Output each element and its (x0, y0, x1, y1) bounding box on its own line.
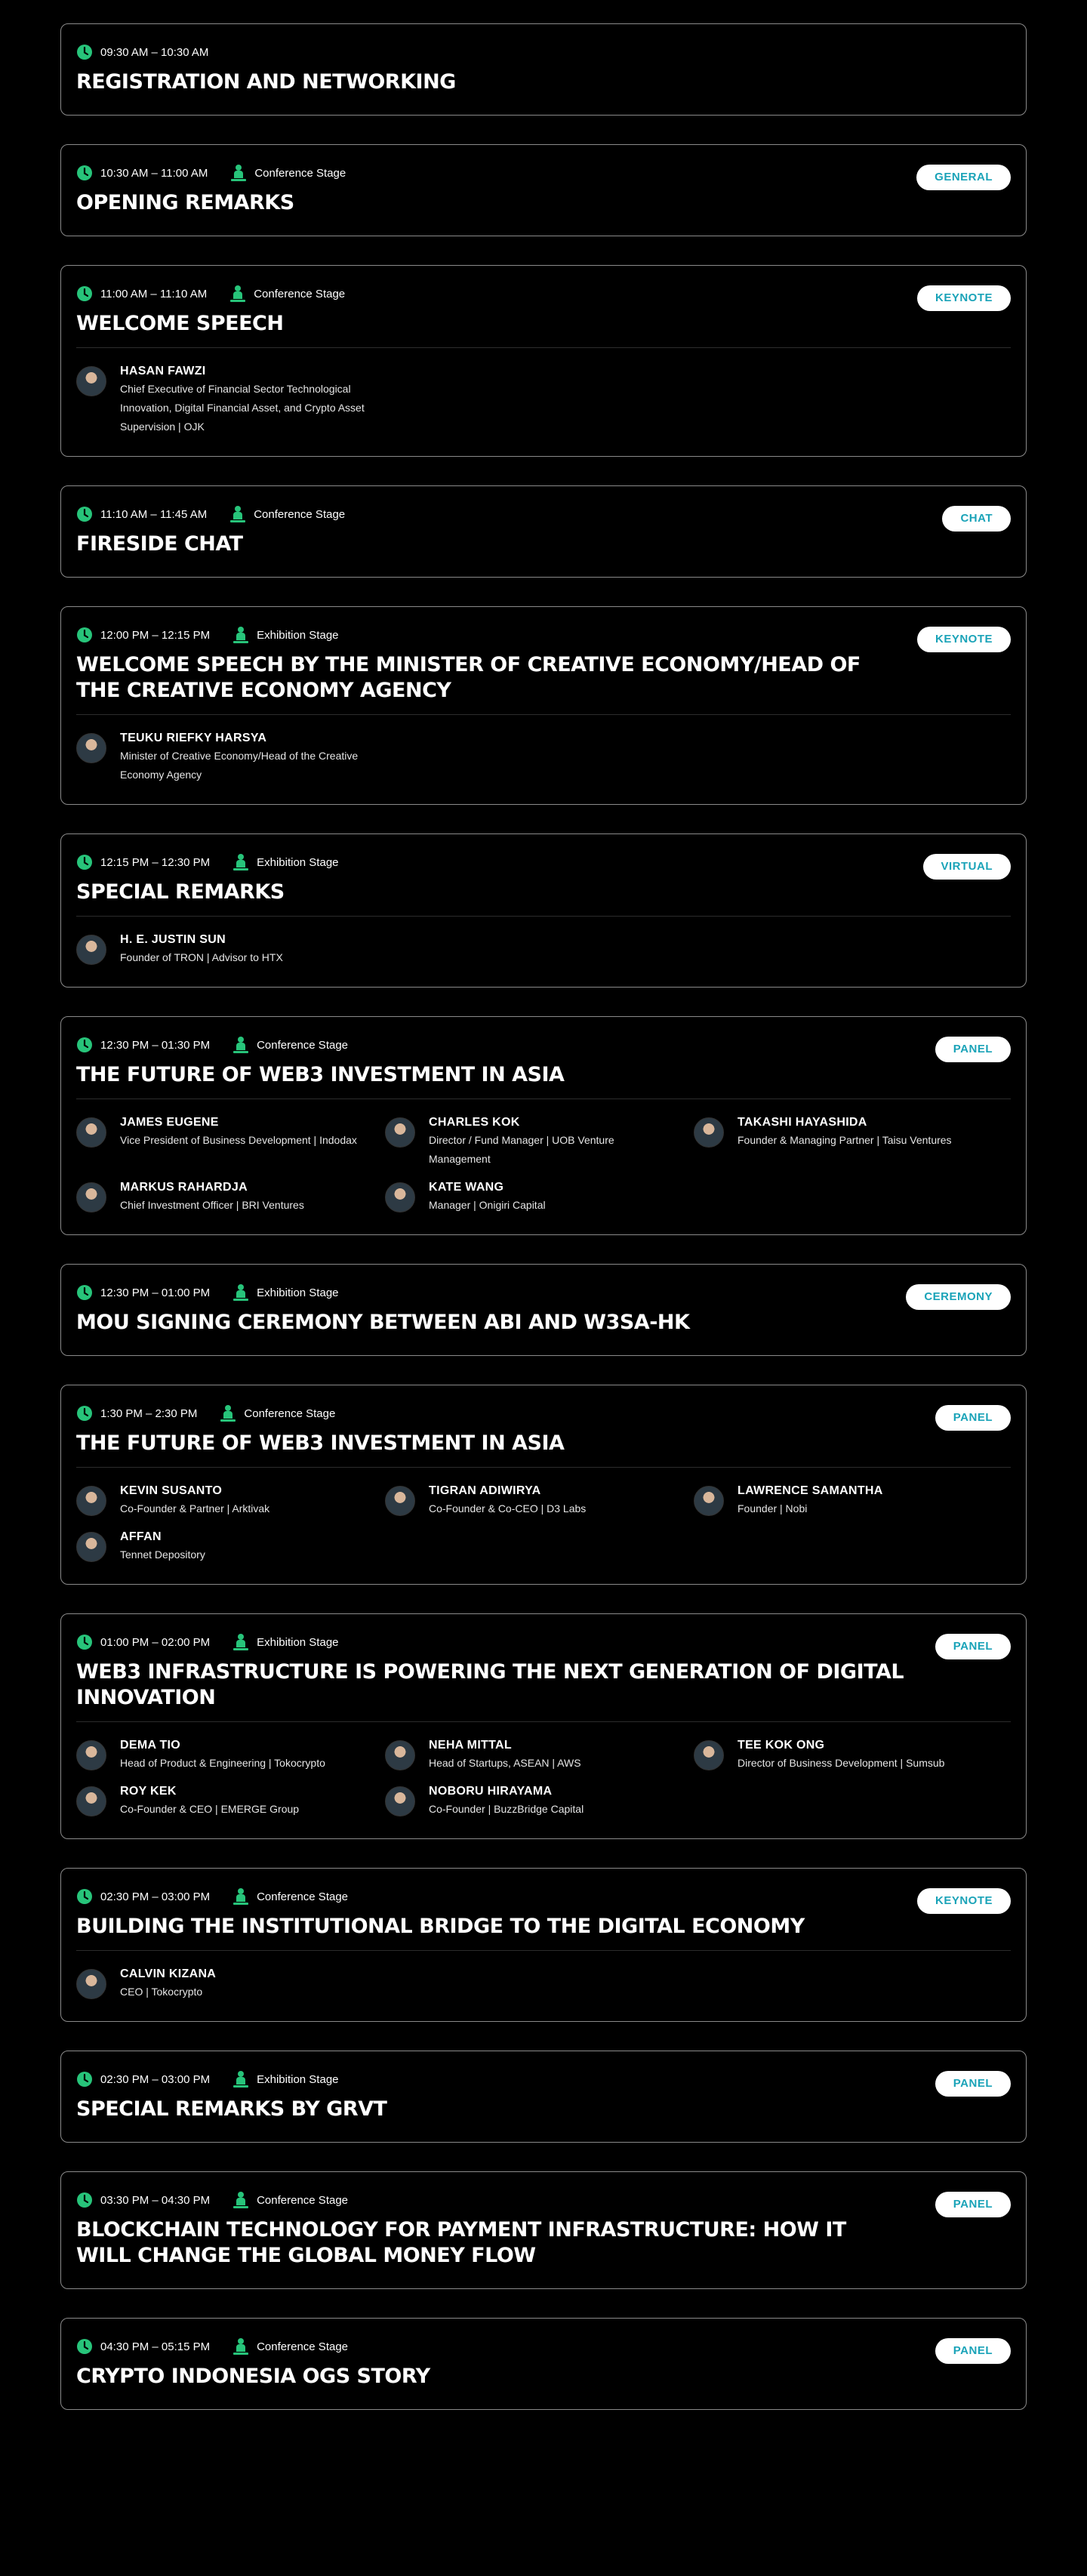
speaker-role: Co-Founder & Co-CEO | D3 Labs (429, 1502, 587, 1514)
speaker-info (120, 730, 369, 784)
person-stage-icon (232, 2337, 249, 2356)
session-time-text: 12:15 PM – 12:30 PM (100, 855, 211, 869)
session-meta (76, 1035, 1011, 1055)
session-location-text: Conference Stage (254, 166, 346, 180)
session-type-badge: PANEL (935, 2192, 1011, 2217)
person-stage-icon (232, 2070, 249, 2088)
speaker-role: Co-Founder | BuzzBridge Capital (429, 1803, 584, 1815)
speaker-item (385, 1179, 694, 1215)
session-meta (76, 2337, 1011, 2356)
clock-icon (76, 854, 93, 870)
speaker-item (76, 932, 385, 967)
session-meta (76, 2069, 1011, 2089)
speaker-name: JAMES EUGENE (120, 1116, 219, 1129)
avatar (385, 1117, 415, 1148)
speaker-item (76, 730, 385, 784)
session-title: MOU SIGNING CEREMONY BETWEEN ABI AND W3SA-HK (76, 1311, 690, 1334)
session-time-text: 12:30 PM – 01:00 PM (100, 1286, 211, 1299)
session-type-badge: PANEL (935, 1037, 1011, 1062)
speaker-info (429, 1114, 678, 1169)
avatar (76, 733, 106, 763)
speaker-role: CEO | Tokocrypto (120, 1986, 203, 1998)
avatar (385, 1786, 415, 1816)
clock-icon (76, 2071, 93, 2088)
session-card (60, 834, 1027, 988)
session-location (232, 2191, 348, 2209)
session-title: OPENING REMARKS (76, 191, 294, 214)
person-stage-icon (232, 626, 249, 644)
session-time (76, 627, 210, 643)
speaker-name: TAKASHI HAYASHIDA (737, 1116, 867, 1129)
session-title: WELCOME SPEECH BY THE MINISTER OF CREATIVE ECONOMY/HEAD OF THE CREATIVE ECONOMY AGENCY (76, 653, 861, 702)
speaker-name: ROY KEK (120, 1785, 177, 1798)
clock-icon (76, 165, 93, 181)
session-type-badge: PANEL (935, 2071, 1011, 2097)
speaker-name: TIGRAN ADIWIRYA (429, 1484, 541, 1497)
session-type-badge: GENERAL (916, 165, 1011, 190)
session-card (60, 1016, 1027, 1235)
avatar (694, 1117, 724, 1148)
speaker-info (737, 1737, 944, 1773)
speaker-name: AFFAN (120, 1530, 162, 1543)
clock-icon (76, 44, 93, 60)
session-meta (76, 2190, 1011, 2210)
session-card (60, 485, 1027, 578)
session-meta (76, 1404, 1011, 1423)
person-stage-icon (229, 505, 246, 523)
speaker-name: H. E. JUSTIN SUN (120, 933, 226, 946)
session-title: BUILDING THE INSTITUTIONAL BRIDGE TO THE DIGITAL ECONOMY (76, 1915, 805, 1938)
session-time-text: 09:30 AM – 10:30 AM (100, 45, 209, 59)
speaker-item (76, 1483, 385, 1518)
session-meta (76, 1887, 1011, 1906)
session-title: BLOCKCHAIN TECHNOLOGY FOR PAYMENT INFRASTRUCTURE: HOW IT WILL CHANGE THE GLOBAL MONEY FLOW (76, 2218, 846, 2267)
speaker-role: Co-Founder & Partner | Arktivak (120, 1502, 270, 1514)
session-location-text: Conference Stage (254, 507, 346, 521)
session-location (232, 853, 338, 871)
session-type-badge: PANEL (935, 2338, 1011, 2364)
session-card (60, 265, 1027, 457)
session-time-text: 11:00 AM – 11:10 AM (100, 287, 208, 300)
speaker-item (76, 1737, 385, 1773)
session-card (60, 144, 1027, 236)
session-title: CRYPTO INDONESIA OGS STORY (76, 2365, 430, 2388)
speaker-info (429, 1483, 586, 1518)
session-location-text: Conference Stage (257, 1038, 349, 1052)
speaker-name: TEUKU RIEFKY HARSYA (120, 732, 267, 744)
avatar (76, 1182, 106, 1213)
speaker-role: Head of Product & Engineering | Tokocrypto (120, 1757, 325, 1769)
speaker-name: KATE WANG (429, 1181, 504, 1194)
session-title: THE FUTURE OF WEB3 INVESTMENT IN ASIA (76, 1063, 565, 1086)
person-stage-icon (232, 2191, 249, 2209)
speaker-name: KEVIN SUSANTO (120, 1484, 223, 1497)
session-time-text: 02:30 PM – 03:00 PM (100, 2072, 211, 2086)
session-time-text: 01:00 PM – 02:00 PM (100, 1635, 211, 1649)
speaker-list (76, 714, 1011, 784)
session-time (76, 44, 208, 60)
person-stage-icon (232, 853, 249, 871)
speaker-item (385, 1783, 694, 1819)
session-card (60, 606, 1027, 805)
speaker-info (120, 1179, 304, 1215)
session-title: FIRESIDE CHAT (76, 532, 243, 556)
session-location-text: Conference Stage (254, 287, 346, 300)
session-meta (76, 1632, 1011, 1652)
speaker-info (429, 1783, 584, 1819)
session-location-text: Conference Stage (257, 2340, 349, 2353)
clock-icon (76, 285, 93, 302)
session-card (60, 2051, 1027, 2143)
session-location (232, 1887, 348, 1906)
speaker-item (385, 1737, 694, 1773)
session-card (60, 1385, 1027, 1585)
person-stage-icon (232, 1887, 249, 1906)
session-time (76, 854, 210, 870)
speaker-info (120, 1737, 325, 1773)
session-time-text: 10:30 AM – 11:00 AM (100, 166, 208, 180)
session-meta (76, 625, 1011, 645)
speaker-item (76, 1783, 385, 1819)
speaker-role: Head of Startups, ASEAN | AWS (429, 1757, 581, 1769)
speaker-name: DEMA TIO (120, 1739, 181, 1752)
session-location-text: Exhibition Stage (257, 2072, 339, 2086)
speaker-name: LAWRENCE SAMANTHA (737, 1484, 883, 1497)
session-time (76, 1634, 210, 1650)
session-time-text: 02:30 PM – 03:00 PM (100, 1890, 211, 1903)
speaker-info (120, 363, 369, 436)
session-meta (76, 284, 1011, 304)
session-time (76, 2192, 210, 2208)
speaker-role: Vice President of Business Development | Indodax (120, 1134, 357, 1146)
speaker-role: Chief Executive of Financial Sector Technological Innovation, Digital Financial Asset, and Crypto Asset Supervision | OJK (120, 383, 365, 433)
speaker-name: HASAN FAWZI (120, 365, 206, 377)
session-meta (76, 852, 1011, 872)
speaker-role: Chief Investment Officer | BRI Ventures (120, 1199, 304, 1211)
session-time (76, 165, 208, 181)
speaker-info (737, 1114, 952, 1150)
session-location-text: Exhibition Stage (257, 628, 339, 642)
session-type-badge: CEREMONY (906, 1284, 1011, 1310)
session-type-badge: VIRTUAL (923, 854, 1012, 880)
session-title: REGISTRATION AND NETWORKING (76, 70, 456, 94)
session-title: SPECIAL REMARKS BY GRVT (76, 2097, 387, 2121)
avatar (76, 935, 106, 965)
session-type-badge: CHAT (942, 506, 1011, 532)
speaker-role: Founder & Managing Partner | Taisu Ventures (737, 1134, 952, 1146)
speaker-item (76, 363, 385, 436)
person-stage-icon (230, 164, 247, 182)
speaker-info (429, 1179, 546, 1215)
speaker-role: Minister of Creative Economy/Head of the Creative Economy Agency (120, 750, 359, 781)
speaker-list (76, 1721, 1011, 1819)
speaker-item (76, 1179, 385, 1215)
clock-icon (76, 1634, 93, 1650)
clock-icon (76, 2192, 93, 2208)
session-time (76, 506, 207, 522)
speaker-name: TEE KOK ONG (737, 1739, 825, 1752)
speaker-item (76, 1529, 385, 1564)
person-stage-icon (229, 285, 246, 303)
speaker-info (429, 1737, 581, 1773)
avatar (76, 1740, 106, 1770)
session-type-badge: KEYNOTE (917, 285, 1011, 311)
clock-icon (76, 627, 93, 643)
session-time-text: 12:30 PM – 01:30 PM (100, 1038, 211, 1052)
avatar (76, 366, 106, 396)
speaker-item (694, 1483, 1002, 1518)
session-location (220, 1404, 335, 1422)
session-title: SPECIAL REMARKS (76, 880, 285, 904)
session-card (60, 2171, 1027, 2289)
clock-icon (76, 506, 93, 522)
avatar (694, 1486, 724, 1516)
session-location (232, 1283, 338, 1302)
speaker-list (76, 1950, 1011, 2001)
speaker-info (120, 932, 283, 967)
speaker-role: Director / Fund Manager | UOB Venture Management (429, 1134, 614, 1165)
session-type-badge: PANEL (935, 1634, 1011, 1659)
session-location-text: Conference Stage (257, 1890, 349, 1903)
session-time (76, 2071, 210, 2088)
session-type-badge: PANEL (935, 1405, 1011, 1431)
session-location-text: Conference Stage (244, 1407, 336, 1420)
avatar (76, 1486, 106, 1516)
speaker-name: CALVIN KIZANA (120, 1967, 217, 1980)
session-title: THE FUTURE OF WEB3 INVESTMENT IN ASIA (76, 1431, 565, 1455)
session-time (76, 1037, 210, 1053)
speaker-info (120, 1966, 216, 2001)
speaker-list (76, 1098, 1011, 1215)
person-stage-icon (220, 1404, 236, 1422)
speaker-info (737, 1483, 883, 1518)
session-time (76, 1888, 210, 1905)
session-type-badge: KEYNOTE (917, 1888, 1011, 1914)
session-time-text: 12:00 PM – 12:15 PM (100, 628, 211, 642)
speaker-list (76, 916, 1011, 967)
speaker-role: Founder | Nobi (737, 1502, 808, 1514)
person-stage-icon (232, 1633, 249, 1651)
speaker-info (120, 1483, 269, 1518)
session-time (76, 1405, 197, 1422)
speaker-role: Founder of TRON | Advisor to HTX (120, 951, 283, 963)
speaker-role: Co-Founder & CEO | EMERGE Group (120, 1803, 300, 1815)
session-card (60, 1868, 1027, 2022)
speaker-item (694, 1114, 1002, 1169)
person-stage-icon (232, 1283, 249, 1302)
speaker-list (76, 1467, 1011, 1564)
session-meta (76, 1283, 1011, 1302)
session-time (76, 1284, 210, 1301)
speaker-name: NOBORU HIRAYAMA (429, 1785, 553, 1798)
session-location-text: Exhibition Stage (257, 1286, 339, 1299)
session-meta (76, 42, 1011, 62)
session-card (60, 1613, 1027, 1839)
speaker-name: MARKUS RAHARDJA (120, 1181, 248, 1194)
speaker-role: Manager | Onigiri Capital (429, 1199, 546, 1211)
avatar (385, 1182, 415, 1213)
session-time-text: 03:30 PM – 04:30 PM (100, 2193, 211, 2207)
session-location (229, 505, 345, 523)
session-location (232, 626, 338, 644)
session-time-text: 1:30 PM – 2:30 PM (100, 1407, 198, 1420)
session-card (60, 23, 1027, 116)
session-card (60, 1264, 1027, 1356)
speaker-info (120, 1114, 357, 1150)
session-time (76, 2338, 210, 2355)
speaker-role: Tennet Depository (120, 1548, 205, 1561)
speaker-item (76, 1966, 385, 2001)
session-type-badge: KEYNOTE (917, 627, 1011, 652)
speaker-list (76, 347, 1011, 436)
speaker-name: NEHA MITTAL (429, 1739, 512, 1752)
session-time-text: 04:30 PM – 05:15 PM (100, 2340, 211, 2353)
clock-icon (76, 1284, 93, 1301)
session-meta (76, 504, 1011, 524)
speaker-info (120, 1783, 299, 1819)
session-location (232, 2070, 338, 2088)
speaker-role: Director of Business Development | Sumsub (737, 1757, 945, 1769)
avatar (694, 1740, 724, 1770)
avatar (76, 1786, 106, 1816)
session-location (232, 1633, 338, 1651)
clock-icon (76, 1037, 93, 1053)
speaker-item (694, 1737, 1002, 1773)
avatar (76, 1117, 106, 1148)
clock-icon (76, 1405, 93, 1422)
session-card (60, 2318, 1027, 2410)
session-meta (76, 163, 1011, 183)
speaker-item (385, 1114, 694, 1169)
speaker-info (120, 1529, 205, 1564)
avatar (76, 1532, 106, 1562)
person-stage-icon (232, 1036, 249, 1054)
session-time (76, 285, 207, 302)
session-time-text: 11:10 AM – 11:45 AM (100, 507, 208, 521)
session-location (232, 2337, 348, 2356)
avatar (76, 1969, 106, 1999)
avatar (385, 1486, 415, 1516)
session-location-text: Conference Stage (257, 2193, 349, 2207)
clock-icon (76, 2338, 93, 2355)
speaker-item (76, 1114, 385, 1169)
avatar (385, 1740, 415, 1770)
clock-icon (76, 1888, 93, 1905)
session-title: WELCOME SPEECH (76, 312, 284, 335)
session-title: WEB3 INFRASTRUCTURE IS POWERING THE NEXT GENERATION OF DIGITAL INNOVATION (76, 1660, 904, 1709)
session-location-text: Exhibition Stage (257, 1635, 339, 1649)
session-location (232, 1036, 348, 1054)
session-location (229, 285, 345, 303)
session-location (230, 164, 346, 182)
session-location-text: Exhibition Stage (257, 855, 339, 869)
speaker-name: CHARLES KOK (429, 1116, 520, 1129)
speaker-item (385, 1483, 694, 1518)
